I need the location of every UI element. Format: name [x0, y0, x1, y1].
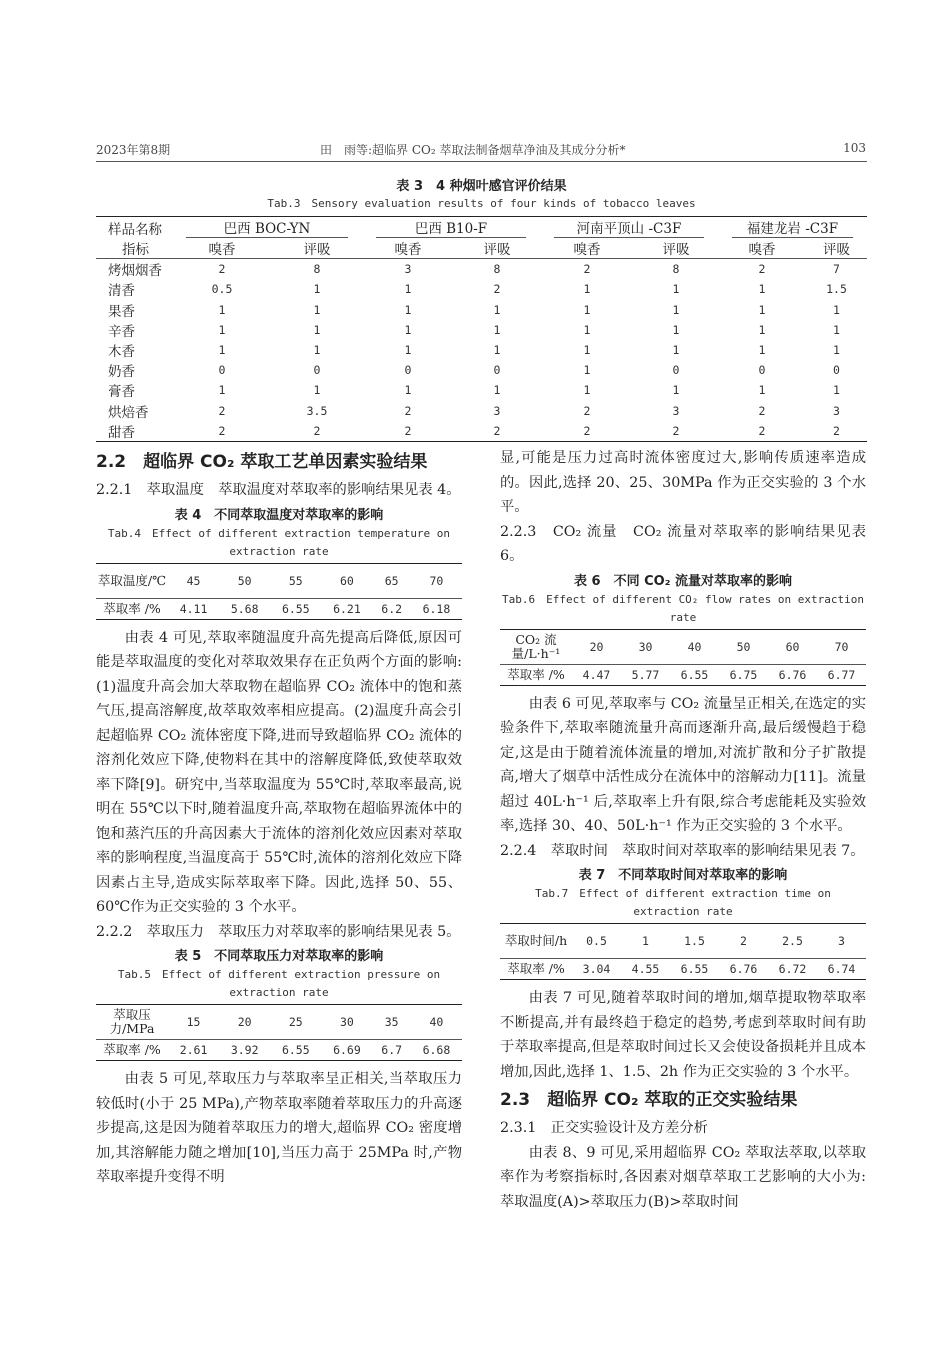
table3-cell: 1	[672, 302, 680, 317]
table3-cell: 0	[493, 363, 501, 378]
table4-header: 萃取温度/℃	[96, 563, 168, 598]
table-cell: 1.5	[670, 924, 719, 959]
table-cell: 70	[817, 629, 866, 664]
table-cell: 45	[168, 563, 219, 598]
table3-row-name: 奶香	[108, 364, 135, 381]
table3-cell: 1	[672, 383, 680, 398]
table3-row	[96, 279, 867, 299]
table3-cell: 1	[833, 383, 840, 398]
table3-cell: 1	[313, 343, 321, 358]
table3-sample-2: 巴西 B10-F	[376, 217, 526, 238]
table3-cell: 1	[404, 343, 412, 358]
table-cell: 50	[219, 563, 270, 598]
header-rule	[96, 161, 867, 162]
table-cell: 6.72	[768, 959, 817, 980]
table3-subheader: 评吸	[272, 238, 362, 259]
table3-cell: 1	[583, 343, 591, 358]
table-cell: 3	[817, 924, 866, 959]
table-cell: 65	[373, 563, 411, 598]
table-cell: 6.74	[817, 959, 866, 980]
table3-caption-en: Tab.3 Sensory evaluation results of four kinds of tobacco leaves	[267, 197, 696, 210]
table-cell: 4.11	[168, 598, 219, 619]
table6	[500, 629, 866, 686]
section-2-2-4-intro: 2.2.4 萃取时间 萃取时间对萃取率的影响结果见表 7。	[500, 842, 865, 859]
table-cell: 30	[321, 1005, 372, 1040]
table3-cell: 0	[833, 363, 840, 378]
table6-header: CO₂ 流量/L·h⁻¹	[500, 629, 572, 664]
table3-cell: 7	[833, 262, 840, 277]
table-cell: 6.55	[670, 664, 719, 685]
table3-cell: 2	[583, 403, 591, 418]
paragraph-temperature: 由表 4 可见,萃取率随温度升高先提高后降低,原因可能是萃取温度的变化对萃取效果存在正负两个方面的影响:(1)温度升高会加大萃取物在超临界 CO₂ 流体中的饱和蒸气压,提高溶解度,故萃取效率相应提高。(2)温度升高会引起超临界 CO₂ 流体密度下降,进而导致超临界 CO₂ 流体的溶剂化效应下降,使物料在其中的溶解度降低,致使萃取效率下降[9]。研究中,当萃取温度为 55℃时,萃取率最高,说明在 55℃以下时,随着温度升高,萃取物在超临界流体中的饱和蒸汽压的升高因素大于流体的溶剂化效应因素对萃取率的影响程度,当温度高于 55℃时,流体的溶剂化效应下降因素占主导,造成实际萃取率下降。因此,选择 50、55、60℃作为正交实验的 3 个水平。	[96, 629, 462, 915]
table5-caption-en: Tab.5 Effect of different extraction pressure on extraction rate	[117, 968, 441, 999]
table3-cell: 0	[758, 363, 766, 378]
table5-header: 萃取压力/MPa	[96, 1005, 168, 1040]
table3-cell: 2	[634, 421, 718, 442]
table-cell: 6.75	[719, 664, 768, 685]
table3-col-label: 样品名称	[96, 217, 172, 239]
table-cell: 6.7	[373, 1040, 411, 1061]
table3-cell: 1	[758, 302, 766, 317]
table3-cell: 1	[758, 282, 766, 297]
table-cell: 60	[321, 563, 372, 598]
table6-caption-en: Tab.6 Effect of different CO₂ flow rates on extraction rate	[502, 592, 864, 624]
section-2-3-1-heading: 2.3.1 正交实验设计及方差分析	[500, 1120, 708, 1136]
table7-header: 萃取率 /%	[500, 959, 572, 980]
table3-caption-cn: 表 3 4 种烟叶感官评价结果	[396, 179, 567, 194]
table3-cell: 2	[218, 403, 226, 418]
table3-cell: 3	[833, 403, 840, 418]
section-2-2-2-intro: 2.2.2 萃取压力 萃取压力对萃取率的影响结果见表 5。	[96, 923, 461, 940]
table3-cell: 1	[313, 282, 321, 297]
table3-cell: 1.5	[826, 282, 847, 297]
table-cell: 70	[411, 563, 462, 598]
table3-cell: 1	[583, 282, 591, 297]
table3-cell: 1	[758, 343, 766, 358]
table3-cell: 1	[493, 343, 501, 358]
table-cell: 25	[270, 1005, 321, 1040]
left-column	[96, 446, 462, 1190]
paragraph-flow: 由表 6 可见,萃取率与 CO₂ 流量呈正相关,在选定的实验条件下,萃取率随流量升高而逐渐升高,最后缓慢趋于稳定,这是由于随着流体流量的增加,对流扩散和分子扩散提高,增大了烟草中活性成分在流体中的溶解动力[11]。流量超过 40L·h⁻¹ 后,萃取率上升有限,综合考虑能耗及实验效率,选择 30、40、50L·h⁻¹ 作为正交实验的 3 个水平。	[500, 695, 866, 834]
table-cell: 0.5	[572, 924, 621, 959]
section-2-2-3-intro: 2.2.3 CO₂ 流量 CO₂ 流量对萃取率的影响结果见表 6。	[500, 523, 866, 564]
paragraph-orthogonal: 由表 8、9 可见,采用超临界 CO₂ 萃取法萃取,以萃取率作为考察指标时,各因素对烟草萃取工艺影响的大小为:萃取温度(A)>萃取压力(B)>萃取时间	[500, 1144, 866, 1210]
table3-cell: 2	[272, 421, 362, 442]
table-cell: 20	[572, 629, 621, 664]
table3-cell: 1	[583, 383, 591, 398]
table3-cell: 2	[583, 262, 591, 277]
table3-cell: 1	[218, 383, 226, 398]
table-cell: 6.69	[321, 1040, 372, 1061]
table3-row-name: 烘焙香	[108, 404, 149, 421]
table-cell: 6.55	[270, 598, 321, 619]
table3-cell: 3.5	[306, 403, 328, 418]
table3-cell: 1	[758, 383, 766, 398]
table3-cell: 1	[218, 302, 226, 317]
table3-cell: 2	[454, 421, 540, 442]
table3-cell: 1	[833, 322, 840, 337]
paragraph-pressure-cont: 显,可能是压力过高时流体密度过大,影响传质速率造成的。因此,选择 20、25、30MPa 作为正交实验的 3 个水平。	[500, 450, 866, 515]
table-cell: 50	[719, 629, 768, 664]
table3-subheader: 评吸	[454, 238, 540, 259]
table3-row-name: 果香	[108, 303, 135, 320]
table3-row	[96, 380, 867, 400]
table3-cell: 2	[806, 421, 867, 442]
table3-row	[96, 340, 867, 360]
table3-cell: 1	[833, 302, 840, 317]
table3-cell: 2	[540, 421, 634, 442]
table3-cell: 1	[672, 322, 680, 337]
table3-cell: 2	[172, 421, 272, 442]
table-cell: 6.55	[270, 1040, 321, 1061]
table3-row	[96, 300, 867, 320]
table3-cell: 2	[718, 421, 806, 442]
table-cell: 4.47	[572, 664, 621, 685]
table3-row	[96, 259, 867, 280]
table3-cell: 8	[493, 262, 501, 277]
table3-cell: 1	[218, 343, 226, 358]
table7	[500, 923, 866, 980]
table-cell: 6.77	[817, 664, 866, 685]
table3-cell: 0	[313, 363, 321, 378]
table-cell: 6.55	[670, 959, 719, 980]
page-number: 103	[843, 141, 866, 155]
table4-caption-cn: 表 4 不同萃取温度对萃取率的影响	[174, 507, 384, 523]
section-2-2-heading: 2.2 超临界 CO₂ 萃取工艺单因素实验结果	[96, 452, 428, 472]
table3-cell: 0	[404, 363, 412, 378]
table-cell: 5.68	[219, 598, 270, 619]
table3-cell: 8	[313, 262, 321, 277]
table3-cell: 2	[218, 262, 226, 277]
table-cell: 6.21	[321, 598, 372, 619]
table-cell: 5.77	[621, 664, 670, 685]
table3-subheader: 嗅香	[172, 238, 272, 259]
table3-cell: 1	[672, 343, 680, 358]
table3-row	[96, 421, 867, 442]
table3-subheader: 嗅香	[362, 238, 454, 259]
table-cell: 6.18	[411, 598, 462, 619]
table3-cell: 2	[362, 421, 454, 442]
table3-cell: 2	[758, 262, 766, 277]
section-2-3-heading: 2.3 超临界 CO₂ 萃取的正交实验结果	[500, 1090, 798, 1110]
table3-subheader: 嗅香	[540, 238, 634, 259]
paragraph-pressure: 由表 5 可见,萃取压力与萃取率呈正相关,当萃取压力较低时(小于 25 MPa),产物萃取率随着萃取压力的升高逐步提高,这是因为随着萃取压力的增大,超临界 CO₂ 密度增加,其溶解能力随之增加[10],当压力高于 25MPa 时,产物萃取率提升变得不明	[96, 1071, 462, 1185]
table3-sample-4: 福建龙岩 -C3F	[732, 217, 853, 238]
table3-row	[96, 360, 867, 380]
table3-cell: 1	[583, 302, 591, 317]
table3-cell: 1	[218, 322, 226, 337]
table3-sample-3: 河南平顶山 -C3F	[554, 217, 704, 238]
table-cell: 6.76	[719, 959, 768, 980]
table3-cell: 2	[404, 403, 412, 418]
table3-cell: 3	[404, 262, 412, 277]
table-cell: 30	[621, 629, 670, 664]
table3-cell: 1	[313, 302, 321, 317]
running-title: 田 雨等:超临界 CO₂ 萃取法制备烟草净油及其成分分析*	[320, 143, 626, 157]
table-cell: 6.2	[373, 598, 411, 619]
table3-cell: 1	[672, 282, 680, 297]
table-cell: 4.55	[621, 959, 670, 980]
table3-cell: 2	[758, 403, 766, 418]
table3-row-name: 烤烟烟香	[108, 263, 162, 280]
table6-header: 萃取率 /%	[500, 664, 572, 685]
table3-row	[96, 320, 867, 340]
table-cell: 3.04	[572, 959, 621, 980]
table-cell: 6.76	[768, 664, 817, 685]
table3-subheader: 评吸	[806, 238, 867, 259]
table-cell: 20	[219, 1005, 270, 1040]
table3-cell: 1	[313, 322, 321, 337]
table-cell: 1	[621, 924, 670, 959]
table3-subheader: 嗅香	[718, 238, 806, 259]
table5-header: 萃取率 /%	[96, 1040, 168, 1061]
table3	[96, 216, 867, 442]
table-cell: 15	[168, 1005, 219, 1040]
table3-cell: 1	[758, 322, 766, 337]
table4-caption-en: Tab.4 Effect of different extraction temperature on extraction rate	[107, 526, 451, 558]
table3-cell: 1	[583, 363, 591, 378]
table-cell: 2	[719, 924, 768, 959]
right-column	[500, 446, 866, 1214]
table3-cell: 1	[313, 383, 321, 398]
table-cell: 6.68	[411, 1040, 462, 1061]
table-cell: 2.5	[768, 924, 817, 959]
table7-caption-en: Tab.7 Effect of different extraction time on extraction rate	[535, 887, 831, 918]
table-cell: 60	[768, 629, 817, 664]
table3-row	[96, 401, 867, 421]
paragraph-time: 由表 7 可见,随着萃取时间的增加,烟草提取物萃取率不断提高,并有最终趋于稳定的趋势,考虑到萃取时间有助于萃取率提高,但是萃取时间过长又会使设备损耗并且成本增加,因此,选择 1、1.5、2h 作为正交实验的 3 个水平。	[500, 990, 866, 1080]
table6-caption-cn: 表 6 不同 CO₂ 流量对萃取率的影响	[574, 573, 792, 589]
table3-cell: 1	[493, 322, 501, 337]
section-2-2-1-intro: 2.2.1 萃取温度 萃取温度对萃取率的影响结果见表 4。	[96, 482, 461, 498]
table7-header: 萃取时间/h	[500, 924, 572, 959]
table-cell: 55	[270, 563, 321, 598]
table3-cell: 1	[404, 383, 412, 398]
table3-cell: 1	[404, 322, 412, 337]
table3-row-name: 清香	[108, 283, 135, 300]
table3-cell: 8	[672, 262, 680, 277]
table-cell: 3.92	[219, 1040, 270, 1061]
table-cell: 35	[373, 1005, 411, 1040]
table-cell: 40	[670, 629, 719, 664]
table3-cell: 0.5	[211, 282, 233, 297]
table-cell: 2.61	[168, 1040, 219, 1061]
table3-cell: 1	[583, 322, 591, 337]
table3-cell: 3	[672, 403, 680, 418]
table4-header: 萃取率 /%	[96, 598, 168, 619]
table5	[96, 1004, 462, 1061]
table3-row-name: 辛香	[108, 323, 135, 340]
table3-cell: 2	[493, 282, 501, 297]
table3-row-name: 膏香	[108, 384, 135, 401]
table3-row-name: 木香	[108, 344, 135, 361]
table3-cell: 1	[404, 282, 412, 297]
journal-issue: 2023年第8期	[96, 143, 171, 157]
table3-sample-1: 巴西 BOC-YN	[186, 217, 348, 238]
table3-cell: 3	[493, 403, 501, 418]
table5-caption-cn: 表 5 不同萃取压力对萃取率的影响	[174, 949, 384, 964]
table3-cell: 1	[493, 383, 501, 398]
table3-row-name: 甜香	[96, 421, 172, 442]
table3-cell: 1	[493, 302, 501, 317]
table-cell: 40	[411, 1005, 462, 1040]
table3-row-label: 指标	[96, 238, 172, 259]
table3-cell: 1	[833, 343, 840, 358]
table4	[96, 563, 462, 620]
table3-cell: 0	[672, 363, 680, 378]
table3-subheader: 评吸	[634, 238, 718, 259]
table3-cell: 0	[218, 363, 226, 378]
table7-caption-cn: 表 7 不同萃取时间对萃取率的影响	[578, 868, 788, 883]
table3-cell: 1	[404, 302, 412, 317]
